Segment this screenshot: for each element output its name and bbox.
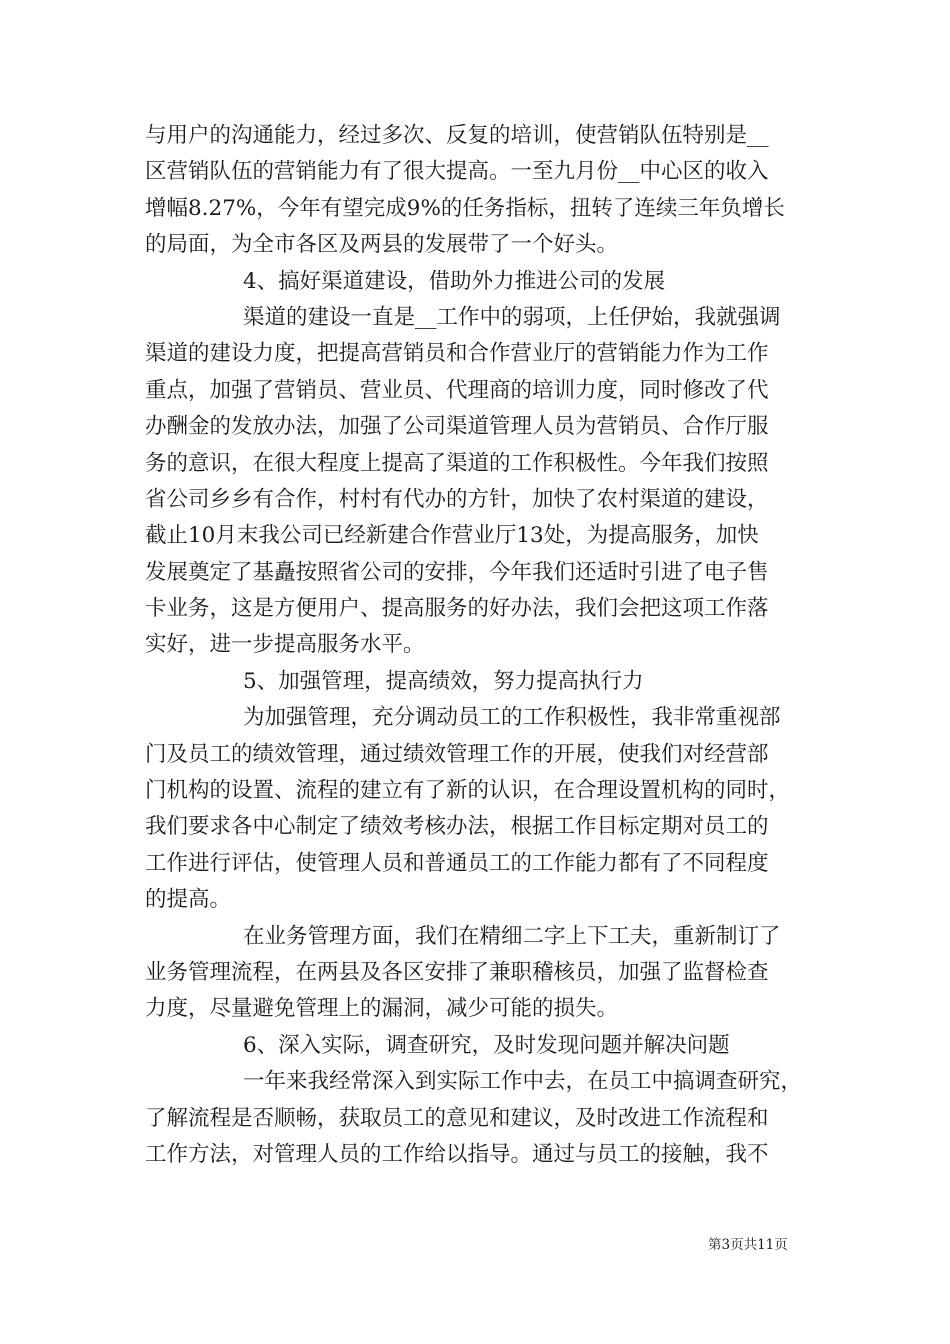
- body-line: 我们要求各中心制定了绩效考核办法，根据工作目标定期对员工的: [145, 814, 769, 840]
- section-heading-4: 4、搞好渠道建设，借助外力推进公司的发展: [243, 268, 666, 294]
- body-line: 渠道的建设力度，把提高营销员和合作营业厅的营销能力作为工作: [145, 341, 769, 367]
- body-line: 业务管理流程，在两县及各区安排了兼职稽核员，加强了监督检查: [145, 959, 769, 985]
- body-line: 重点，加强了营销员、营业员、代理商的培训力度，同时修改了代: [145, 377, 769, 403]
- page-number-footer: 第3页共11页: [708, 1237, 788, 1253]
- body-line: 截止10月末我公司已经新建合作营业厅13处，为提高服务，加快: [145, 523, 759, 549]
- body-line: 的局面，为全市各区及两县的发展带了一个好头。: [145, 232, 619, 258]
- body-line: 实好，进一步提高服务水平。: [145, 632, 425, 658]
- paragraph-first-line: 在业务管理方面，我们在精细二字上下工夫，重新制订了: [243, 923, 781, 949]
- body-line: 的提高。: [145, 887, 232, 913]
- paragraph-first-line: 渠道的建设一直是__工作中的弱项，上任伊始，我就强调: [243, 304, 781, 330]
- body-line: 卡业务，这是方便用户、提高服务的好办法，我们会把这项工作落: [145, 596, 769, 622]
- body-line: 工作进行评估，使管理人员和普通员工的工作能力都有了不同程度: [145, 850, 769, 876]
- body-line: 发展奠定了基矗按照省公司的安排，今年我们还适时引进了电子售: [145, 559, 769, 585]
- body-line: 与用户的沟通能力，经过多次、反复的培训，使营销队伍特别是__: [145, 123, 769, 148]
- body-line: 务的意识，在很大程度上提高了渠道的工作积极性。今年我们按照: [145, 450, 769, 476]
- body-line: 工作方法，对管理人员的工作给以指导。通过与员工的接触，我不: [145, 1141, 769, 1167]
- paragraph-first-line: 为加强管理，充分调动员工的工作积极性，我非常重视部: [243, 705, 781, 731]
- body-line: 增幅8.27%，今年有望完成9%的任务指标，扭转了连续三年负增长: [145, 195, 785, 221]
- body-line: 力度，尽量避免管理上的漏洞，减少可能的损失。: [145, 996, 619, 1022]
- body-line: 省公司乡乡有合作，村村有代办的方针，加快了农村渠道的建设，: [145, 486, 769, 512]
- body-line: 了解流程是否顺畅，获取员工的意见和建议，及时改进工作流程和: [145, 1105, 769, 1131]
- document-body: [145, 118, 815, 1173]
- body-line: 办酬金的发放办法，加强了公司渠道管理人员为营销员、合作厅服: [145, 414, 769, 440]
- section-heading-5: 5、加强管理，提高绩效，努力提高执行力: [243, 668, 644, 694]
- section-heading-6: 6、深入实际，调查研究，及时发现问题并解决问题: [243, 1032, 730, 1058]
- body-line: 门机构的设置、流程的建立有了新的认识，在合理设置机构的同时，: [145, 778, 791, 804]
- body-line: 门及员工的绩效管理，通过绩效管理工作的开展，使我们对经营部: [145, 741, 769, 767]
- body-line: 区营销队伍的营销能力有了很大提高。一至九月份__中心区的收入: [145, 159, 769, 185]
- paragraph-first-line: 一年来我经常深入到实际工作中去，在员工中搞调查研究，: [243, 1069, 803, 1095]
